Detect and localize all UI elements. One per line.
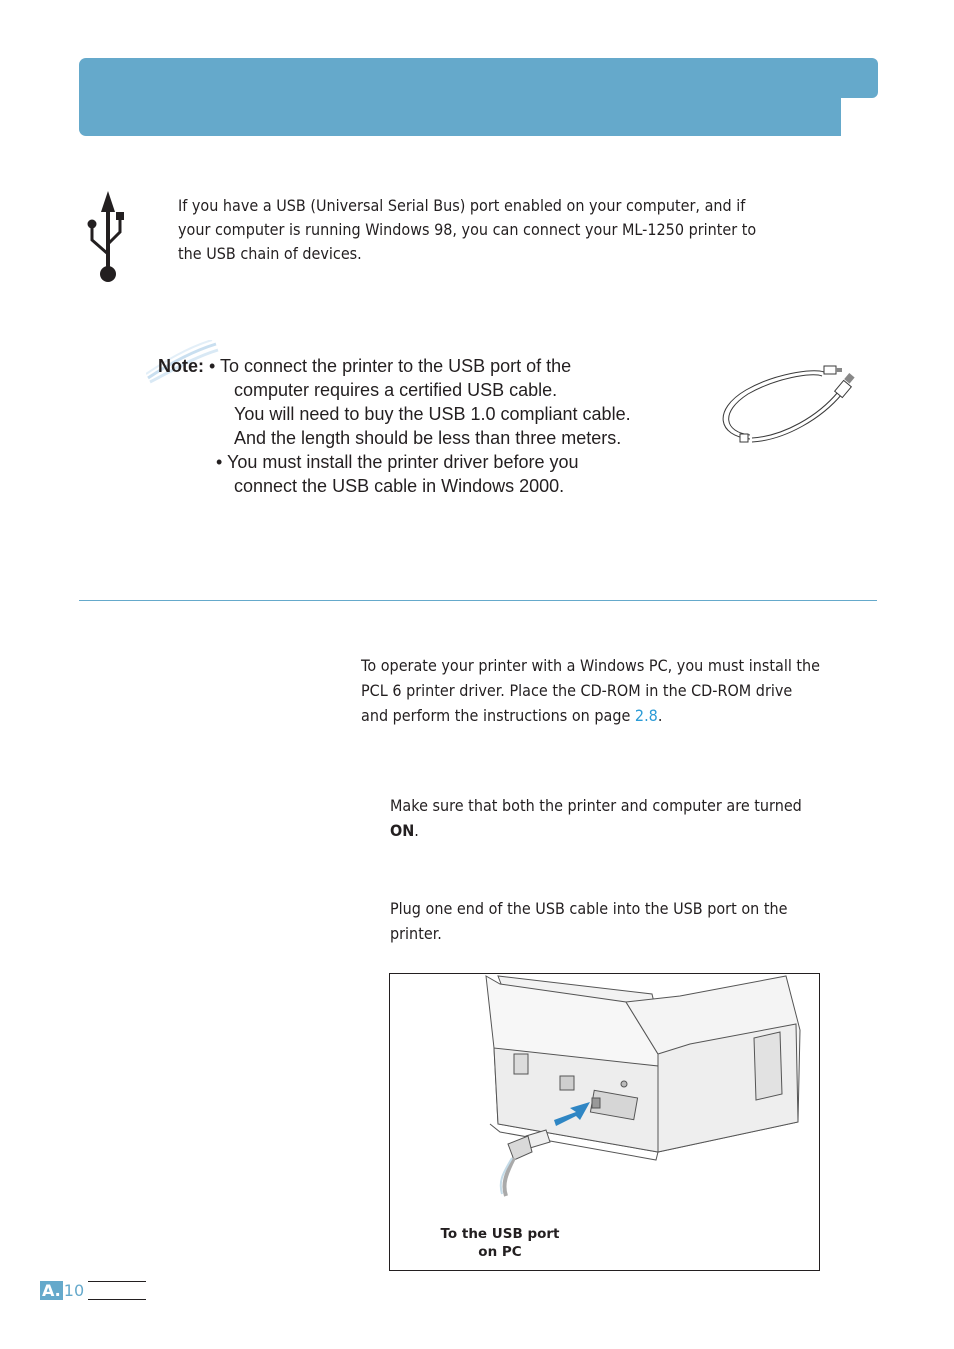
page-number-rule (88, 1299, 146, 1300)
intro-line: If you have a USB (Universal Serial Bus) port enabled on your computer, and if (178, 196, 746, 215)
step-1-line-2 (390, 818, 876, 843)
driver-line-text: and perform the instructions on page (361, 706, 635, 725)
step-2-line: Plug one end of the USB cable into the USB port on the (390, 899, 788, 918)
note-text: connect the USB cable in Windows 2000. (234, 476, 565, 496)
caption-line: To the USB port (440, 1226, 560, 1242)
driver-line: PCL 6 printer driver. Place the CD-ROM in the CD-ROM drive (361, 681, 793, 700)
caption-line: on PC (478, 1244, 522, 1260)
note-text: computer requires a certified USB cable. (234, 380, 558, 400)
note-label: Note: (158, 356, 204, 376)
step-1-text (390, 793, 876, 843)
driver-paragraph (361, 653, 874, 728)
note-first-line (158, 354, 718, 378)
step-2-text (390, 896, 876, 946)
intro-line: the USB chain of devices. (178, 244, 362, 263)
intro-line: your computer is running Windows 98, you can connect your ML-1250 printer to (178, 220, 757, 239)
step-1-period: . (414, 821, 419, 840)
step-2-line: printer. (390, 924, 442, 943)
note-text: And the length should be less than three meters. (234, 428, 622, 448)
note-text: You will need to buy the USB 1.0 compliant cable. (234, 404, 631, 424)
note-text: • You must install the printer driver before you (216, 452, 579, 472)
driver-line: To operate your printer with a Windows PC, you must install the (361, 656, 821, 675)
driver-line-end: . (657, 706, 663, 725)
usb-cable-image (712, 362, 862, 450)
page-number-rule (88, 1281, 146, 1282)
usb-intro-paragraph (178, 194, 799, 266)
step-1-line: Make sure that both the printer and computer are turned (390, 796, 802, 815)
page-number (40, 1281, 84, 1301)
section-divider (79, 600, 877, 601)
section-header-tab (830, 58, 878, 98)
page-number-digits: 10 (63, 1281, 85, 1300)
driver-line-3 (361, 703, 874, 728)
page-number-prefix: A. (42, 1281, 61, 1300)
section-header-bar (79, 58, 841, 136)
note-text: • To connect the printer to the USB port of the (209, 356, 572, 376)
usb-symbol-icon (82, 188, 130, 288)
page-reference-link[interactable]: 2.8 (634, 706, 658, 725)
figure-caption (430, 1225, 570, 1261)
note-block (158, 354, 718, 498)
step-1-bold-on: ON (390, 821, 415, 840)
